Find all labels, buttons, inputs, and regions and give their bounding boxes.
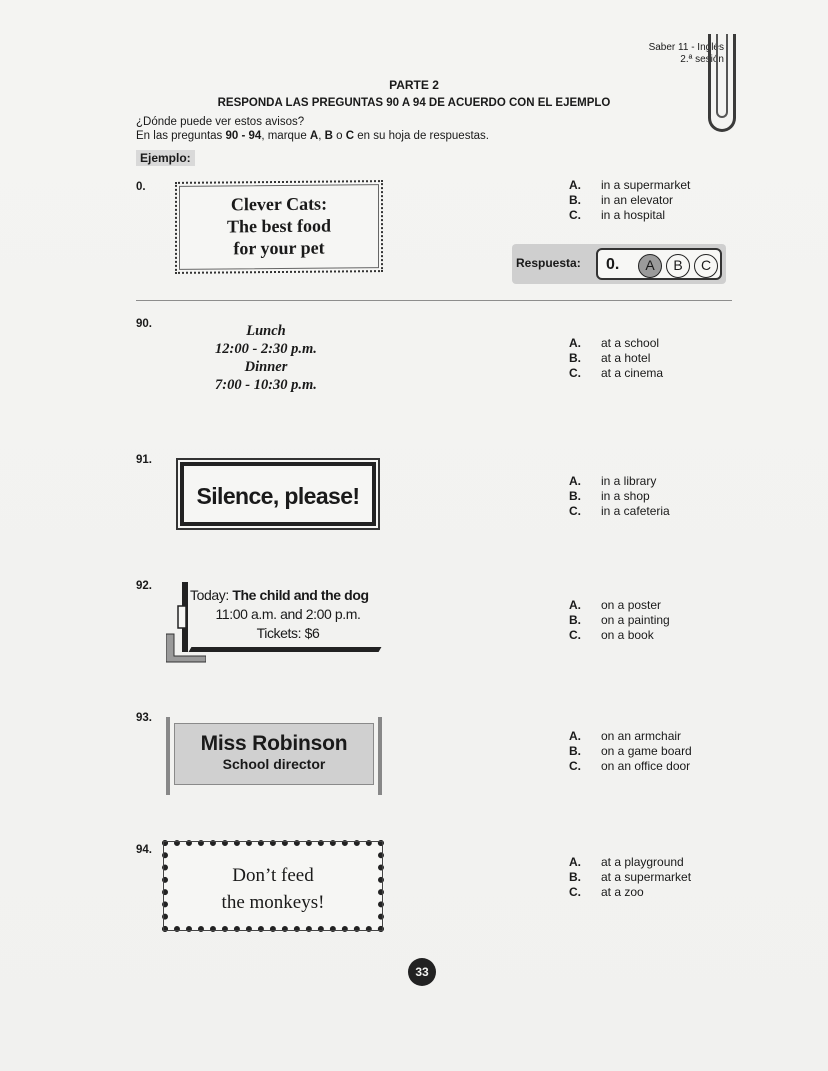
question-94-options — [569, 855, 691, 900]
option-c: C. at a zoo — [569, 885, 644, 899]
answer-box — [512, 244, 726, 284]
bubble-b[interactable]: B — [666, 254, 690, 278]
option-b: B. on a painting — [569, 613, 670, 627]
question-line: ¿Dónde puede ver estos avisos? — [136, 116, 305, 128]
question-92-options — [569, 598, 670, 643]
question-93-number: 93. — [136, 712, 152, 724]
option-b: B. at a hotel — [569, 351, 651, 365]
bubble-c[interactable]: C — [694, 254, 718, 278]
question-94-number: 94. — [136, 844, 152, 856]
header-subject: Saber 11 - Inglés — [648, 42, 724, 53]
option-a: A. on an armchair — [569, 729, 682, 743]
option-a: A. at a playground — [569, 855, 684, 869]
notice-line: 12:00 - 2:30 p.m. — [215, 341, 317, 357]
option-c: C. at a cinema — [569, 366, 664, 380]
question-91-number: 91. — [136, 454, 152, 466]
option-a: A. in a supermarket — [569, 178, 691, 192]
notice-line: 7:00 - 10:30 p.m. — [215, 377, 317, 393]
option-c: C. in a hospital — [569, 208, 666, 222]
instructions: RESPONDA LAS PREGUNTAS 90 A 94 DE ACUERDO CON EL EJEMPLO — [217, 97, 611, 109]
notice-line: The best food — [226, 215, 331, 237]
question-91-options — [569, 474, 670, 519]
option-a: A. at a school — [569, 336, 660, 350]
nameplate-name: Miss Robinson — [200, 732, 348, 755]
part-title: PARTE 2 — [389, 78, 439, 92]
notice-poster — [190, 586, 386, 643]
option-b: B. on a game board — [569, 744, 692, 758]
notice-line: Don’t feed — [232, 865, 314, 886]
option-c: C. on an office door — [569, 759, 691, 773]
question-92-number: 92. — [136, 580, 152, 592]
option-a: A. on a poster — [569, 598, 662, 612]
notice-monkeys — [162, 840, 384, 932]
nameplate-title: School director — [222, 756, 326, 772]
notice-clever-cats — [175, 180, 383, 274]
page-number: 33 — [408, 958, 436, 986]
poster-today-label: Today: — [190, 587, 229, 603]
option-c: C. in a cafeteria — [569, 504, 670, 518]
question-90-number: 90. — [136, 318, 152, 330]
notice-line: Lunch — [246, 323, 286, 339]
notice-line: 11:00 a.m. and 2:00 p.m. — [215, 606, 361, 622]
notice-line: for your pet — [233, 237, 325, 259]
option-a: A. in a library — [569, 474, 657, 488]
notice-line: Dinner — [244, 359, 288, 375]
nameplate-panel — [174, 723, 374, 785]
notice-line: Tickets: $6 — [256, 625, 320, 641]
section-divider — [136, 300, 732, 301]
bubble-a[interactable]: A — [638, 254, 662, 278]
example-label: Ejemplo: — [136, 150, 195, 166]
example-number: 0. — [136, 181, 146, 193]
example-options — [569, 178, 690, 223]
option-b: B. in a shop — [569, 489, 650, 503]
poster-title: The child and the dog — [232, 587, 369, 603]
poster-title-row — [190, 586, 386, 605]
poster-base — [189, 647, 382, 652]
option-c: C. on a book — [569, 628, 654, 642]
notice-nameplate — [166, 717, 382, 795]
answer-label: Respuesta: — [516, 256, 581, 270]
answer-number: 0. — [606, 256, 620, 273]
notice-line: Clever Cats: — [230, 193, 328, 215]
notice-silence: Silence, please! — [176, 458, 380, 530]
option-b: B. in an elevator — [569, 193, 674, 207]
notice-line: the monkeys! — [221, 892, 325, 913]
question-93-options — [569, 729, 692, 774]
header-session: 2.ª sesión — [680, 54, 724, 65]
answer-sheet — [596, 248, 722, 280]
notice-menu-hours — [196, 322, 336, 394]
question-90-options — [569, 336, 663, 381]
option-b: B. at a supermarket — [569, 870, 692, 884]
answer-instruction: En las preguntas 90 - 94, marque A, B o C en su hoja de respuestas. — [136, 130, 489, 142]
